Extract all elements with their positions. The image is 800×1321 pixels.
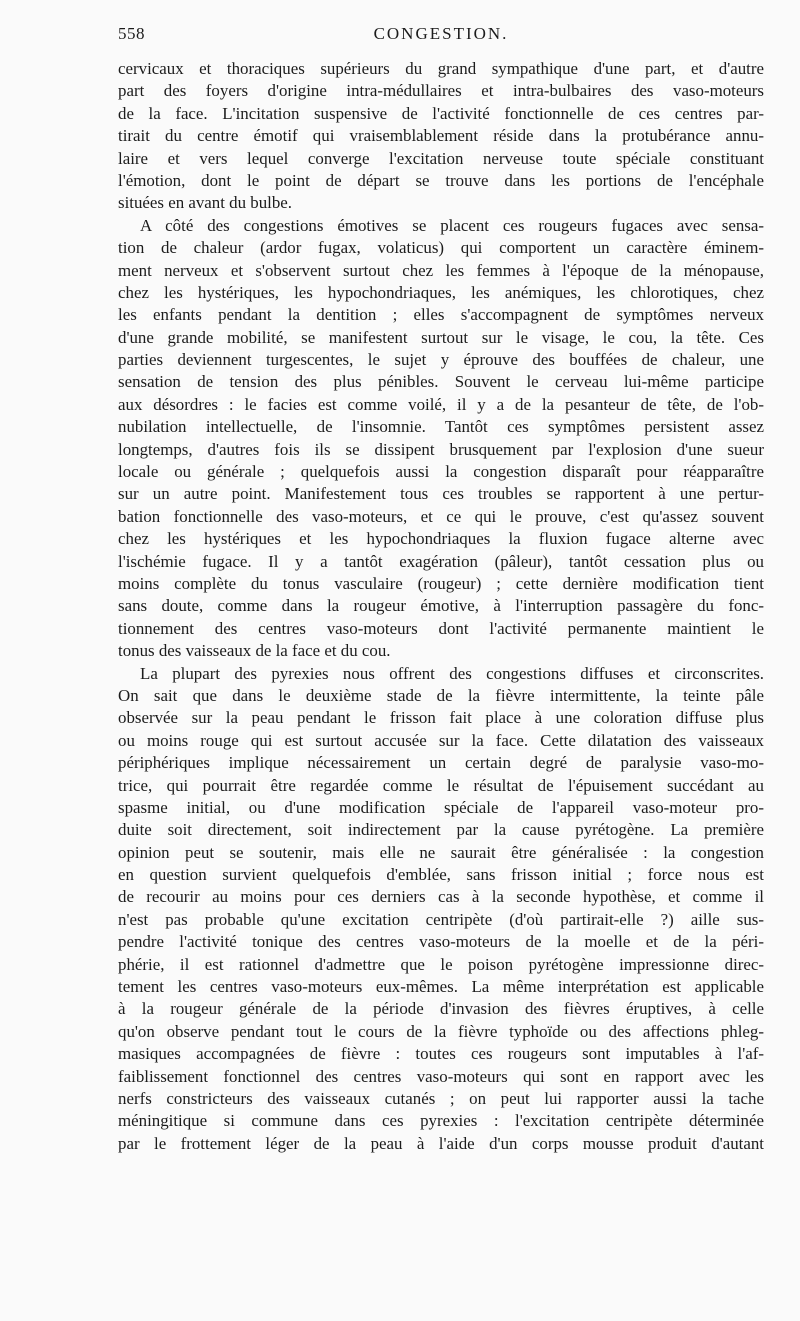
text-line: ment nerveux et s'observent surtout chez les femmes à l'époque de la ménopause, xyxy=(118,260,764,280)
text-line: A côté des congestions émotives se placent ces rougeurs fugaces avec sensa- xyxy=(140,215,764,235)
text-line: n'est pas probable qu'une excitation centripète (d'où partirait-elle ?) aille sus- xyxy=(118,909,764,929)
text-line: nubilation intellectuelle, de l'insomnie. Tantôt ces symptômes persistent assez xyxy=(118,417,764,437)
text-line: d'une grande mobilité, se manifestent surtout sur le visage, le cou, la tête. Ces xyxy=(118,327,764,347)
text-line: La plupart des pyrexies nous offrent des congestions diffuses et circonscrites. xyxy=(140,663,764,683)
text-line: parties deviennent turgescentes, le sujet y éprouve des bouffées de chaleur, une xyxy=(118,350,764,370)
text-line: de la face. L'incitation suspensive de l'activité fonctionnelle de ces centres par- xyxy=(118,103,764,123)
text-line: sur un autre point. Manifestement tous ces troubles se rapportent à une pertur- xyxy=(118,484,764,504)
text-line: tirait du centre émotif qui vraisemblablement réside dans la protubérance annu- xyxy=(118,126,764,146)
text-line: opinion peut se soutenir, mais elle ne saurait être généralisée : la congestion xyxy=(118,842,764,862)
text-line: part des foyers d'origine intra-médullaires et intra-bulbaires des vaso-moteurs xyxy=(118,81,764,101)
text-line: en question survient quelquefois d'emblée, sans frisson initial ; force nous est xyxy=(118,865,764,885)
text-line: l'émotion, dont le point de départ se trouve dans les portions de l'encéphale xyxy=(118,170,764,190)
text-line: ou moins rouge qui est surtout accusée sur la face. Cette dilatation des vaisseaux xyxy=(118,730,764,750)
running-title: CONGESTION. xyxy=(373,24,509,43)
text-line: spasme initial, ou d'une modification spéciale de l'appareil vaso-moteur pro- xyxy=(118,797,764,817)
text-line: cervicaux et thoraciques supérieurs du grand sympathique d'une part, et d'autre xyxy=(118,59,764,78)
text-line: sans doute, comme dans la rougeur émotive, à l'interruption passagère du fonc- xyxy=(118,596,764,616)
text-line: chez les hystériques, les hypochondriaques, les anémiques, les chlorotiques, chez xyxy=(118,282,764,302)
text-line: laire et vers lequel converge l'excitation nerveuse toute spéciale constituant xyxy=(118,148,764,168)
text-line: locale ou générale ; quelquefois aussi la congestion disparaît pour réapparaître xyxy=(118,462,764,482)
text-line: longtemps, d'autres fois ils se dissipent brusquement par l'explosion d'une sueur xyxy=(118,439,764,459)
text-line: à la rougeur générale de la période d'invasion des fièvres éruptives, à celle xyxy=(118,999,764,1019)
text-line: On sait que dans le deuxième stade de la fièvre intermittente, la teinte pâle xyxy=(118,685,764,705)
page-number: 558 xyxy=(118,24,145,43)
text-line: de recourir au moins pour ces derniers cas à la seconde hypothèse, et comme il xyxy=(118,887,764,907)
text-line: situées en avant du bulbe. xyxy=(118,193,293,213)
text-line: pendre l'activité tonique des centres vaso-moteurs de la moelle et de la péri- xyxy=(118,932,764,952)
text-line: faiblissement fonctionnel des centres vaso-moteurs qui sont en rapport avec les xyxy=(118,1066,764,1086)
body-text xyxy=(118,58,764,1155)
text-line: chez les hystériques et les hypochondriaques la fluxion fugace alterne avec xyxy=(118,529,764,549)
text-line: duite soit directement, soit indirectement par la cause pyrétogène. La première xyxy=(118,820,764,840)
text-line: moins complète du tonus vasculaire (rougeur) ; cette dernière modification tient xyxy=(118,573,764,593)
text-line: masiques accompagnées de fièvre : toutes ces rougeurs sont imputables à l'af- xyxy=(118,1044,764,1064)
text-line: les enfants pendant la dentition ; elles s'accompagnent de symptômes nerveux xyxy=(118,305,764,325)
text-line: trice, qui pourrait être regardée comme le résultat de l'épuisement succédant au xyxy=(118,775,764,795)
text-line: méningitique si commune dans ces pyrexies : l'excitation centripète déterminée xyxy=(118,1111,764,1131)
text-line: par le frottement léger de la peau à l'aide d'un corps mousse produit d'autant xyxy=(118,1133,764,1153)
text-line: aux désordres : le facies est comme voilé, il y a de la pesanteur de tête, de l'ob- xyxy=(118,394,764,414)
text-line: tement les centres vaso-moteurs eux-mêmes. La même interprétation est applicable xyxy=(118,977,764,997)
text-line: bation fonctionnelle des vaso-moteurs, et ce qui le prouve, c'est qu'assez souvent xyxy=(118,506,764,526)
text-line: nerfs constricteurs des vaisseaux cutanés ; on peut lui rapporter aussi la tache xyxy=(118,1088,764,1108)
text-line: qu'on observe pendant tout le cours de la fièvre typhoïde ou des affections phleg- xyxy=(118,1021,764,1041)
text-line: sensation de tension des plus pénibles. Souvent le cerveau lui-même participe xyxy=(118,372,764,392)
text-line: tonus des vaisseaux de la face et du cou. xyxy=(118,641,391,661)
text-line: l'ischémie fugace. Il y a tantôt exagération (pâleur), tantôt cessation plus ou xyxy=(118,551,764,571)
text-line: observée sur la peau pendant le frisson fait place à une coloration diffuse plus xyxy=(118,708,764,728)
text-line: périphériques implique nécessairement un certain degré de paralysie vaso-mo- xyxy=(118,753,764,773)
page-header xyxy=(118,24,764,48)
text-line: tion de chaleur (ardor fugax, volaticus) qui comportent un caractère éminem- xyxy=(118,238,764,258)
text-line: tionnement des centres vaso-moteurs dont l'activité permanente maintient le xyxy=(118,618,764,638)
text-line: phérie, il est rationnel d'admettre que le poison pyrétogène impressionne direc- xyxy=(118,954,764,974)
